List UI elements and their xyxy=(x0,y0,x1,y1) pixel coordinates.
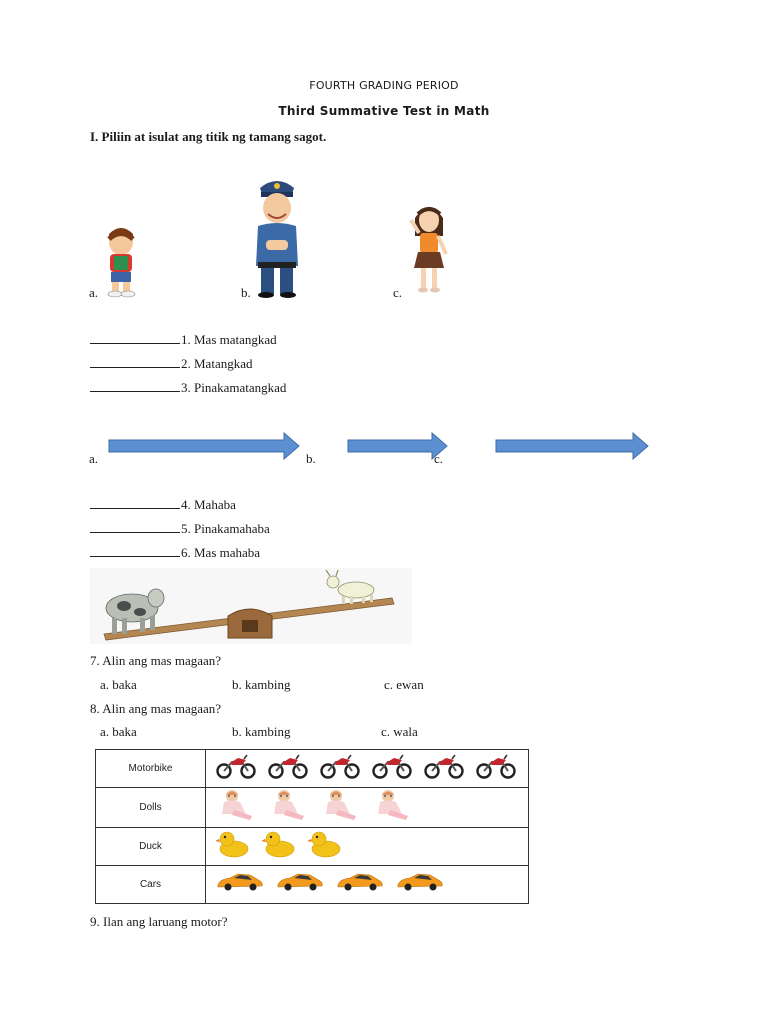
answer-blank-6[interactable] xyxy=(90,545,180,557)
row-label: Cars xyxy=(96,866,206,904)
doll-icon xyxy=(268,788,308,827)
car-icon xyxy=(336,872,384,897)
question-4: 4. Mahaba xyxy=(90,497,236,513)
answer-blank-5[interactable] xyxy=(90,521,180,533)
icon-cell xyxy=(206,788,529,828)
car-icon xyxy=(216,872,264,897)
car-icon xyxy=(276,872,324,897)
question-3: 3. Pinakamatangkad xyxy=(90,380,286,396)
arrow-label-a: a. xyxy=(89,451,99,466)
motorbike-icon xyxy=(424,753,464,784)
duck-icon xyxy=(216,830,250,863)
option-b-label: b. xyxy=(241,285,251,300)
grading-period-heading: FOURTH GRADING PERIOD xyxy=(309,79,459,92)
option-a-label: a. xyxy=(89,285,99,300)
answer-blank-2[interactable] xyxy=(90,356,180,368)
doll-icon xyxy=(372,788,412,827)
icon-cell xyxy=(206,866,529,904)
q7-option-c[interactable]: c. ewan xyxy=(384,677,424,692)
pictograph-row-duck xyxy=(96,828,529,866)
option-c-label: c. xyxy=(393,285,403,300)
arrow-b xyxy=(347,432,448,460)
motorbike-icon xyxy=(320,753,360,784)
icon-cell xyxy=(206,750,529,788)
question-9: 9. Ilan ang laruang motor? xyxy=(90,914,228,929)
question-5: 5. Pinakamahaba xyxy=(90,521,270,537)
question-2: 2. Matangkad xyxy=(90,356,252,372)
seesaw-cow-goat-illustration xyxy=(90,568,412,644)
icon-cell xyxy=(206,828,529,866)
q7-option-a[interactable]: a. baka xyxy=(100,677,137,692)
duck-icon xyxy=(308,830,342,863)
pictograph-row-motorbike xyxy=(96,750,529,788)
pictograph-row-cars xyxy=(96,866,529,904)
toy-pictograph-table xyxy=(95,749,529,904)
duck-icon xyxy=(262,830,296,863)
test-title: Third Summative Test in Math xyxy=(278,104,490,118)
doll-icon xyxy=(320,788,360,827)
q8-option-c[interactable]: c. wala xyxy=(381,724,418,739)
pictograph-row-dolls xyxy=(96,788,529,828)
doll-icon xyxy=(216,788,256,827)
police-officer-illustration xyxy=(252,176,302,298)
question-1: 1. Mas matangkad xyxy=(90,332,277,348)
row-label: Motorbike xyxy=(96,750,206,788)
question-7: 7. Alin ang mas magaan? xyxy=(90,653,222,668)
q8-option-b[interactable]: b. kambing xyxy=(232,724,291,739)
motorbike-icon xyxy=(476,753,516,784)
motorbike-icon xyxy=(216,753,256,784)
boy-illustration xyxy=(100,226,142,298)
car-icon xyxy=(396,872,444,897)
row-label: Duck xyxy=(96,828,206,866)
answer-blank-3[interactable] xyxy=(90,380,180,392)
instruction-text: I. Piliin at isulat ang titik ng tamang sagot. xyxy=(90,129,327,144)
answer-blank-1[interactable] xyxy=(90,332,180,344)
question-8: 8. Alin ang mas magaan? xyxy=(90,701,222,716)
motorbike-icon xyxy=(372,753,412,784)
girl-illustration xyxy=(406,200,452,296)
arrow-label-c: c. xyxy=(434,451,444,466)
motorbike-icon xyxy=(268,753,308,784)
answer-blank-4[interactable] xyxy=(90,497,180,509)
q7-option-b[interactable]: b. kambing xyxy=(232,677,291,692)
arrow-c xyxy=(495,432,649,460)
arrow-label-b: b. xyxy=(306,451,316,466)
arrow-a xyxy=(108,432,300,460)
question-6: 6. Mas mahaba xyxy=(90,545,260,561)
q8-option-a[interactable]: a. baka xyxy=(100,724,137,739)
row-label: Dolls xyxy=(96,788,206,828)
